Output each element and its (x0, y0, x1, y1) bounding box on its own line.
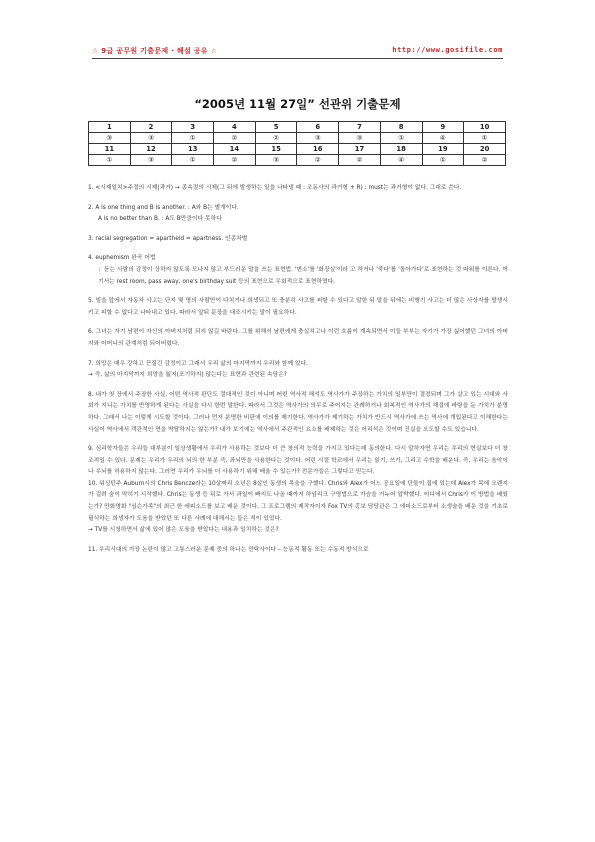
answer-cell: ④ (380, 155, 422, 166)
header-url[interactable]: http://www.gosifile.com (392, 46, 503, 54)
paragraph-line: 1. <시제일치>주절의 시제(과거) → 종속절의 시제(그 뒤에 발생하는 일을 나타낼 때 : 조동사의 과거형 + R) : must는 과거형이 없다. 그대로 쓴다. (88, 185, 462, 191)
answer-cell: ③ (339, 133, 381, 144)
paragraph-line: 3. racial segregation = apartheid = apartness. 인종차별 (88, 235, 248, 242)
question-number-cell: 11 (89, 144, 131, 155)
question-paragraph (88, 203, 508, 226)
answer-number-row (89, 122, 506, 133)
question-number-cell: 6 (297, 122, 339, 133)
paragraph-line: → TV를 시청하면서 삶에 있어 많은 도움을 받았다는 내용과 일치하는 것은? (88, 527, 279, 534)
answer-cell: ① (464, 133, 506, 144)
question-number-cell: 19 (422, 144, 464, 155)
question-number-cell: 20 (464, 144, 506, 155)
answer-cell: ③ (130, 133, 172, 144)
question-number-cell: 14 (214, 144, 256, 155)
answer-cell: ① (172, 133, 214, 144)
paragraph-line: A is no better than B. : A도 B만큼이다 못하다 (98, 216, 222, 223)
page-header (92, 46, 503, 60)
answer-choice-row (89, 133, 506, 144)
answer-cell: ③ (255, 155, 297, 166)
question-paragraph (88, 444, 508, 537)
question-number-cell: 4 (214, 122, 256, 133)
question-paragraph (88, 234, 508, 246)
paragraph-line: ：듣는 사람의 감정이 상하지 않도록 모나지 않고 부드러운 말을 쓰는 표현법. '변소'를 '화장실'이라 고 하거나 '죽다'를 '돌아가다'로 표현하는 것 따위를 이른다. 여기서는 rest room, pass away, one's birthday suit 등의 표현으로 우회적으로 표현하였다. (98, 266, 508, 285)
answer-cell: ② (339, 155, 381, 166)
header-left-text: ☆ 9급 공무원 기출문제 · 해설 공유 ☆ (92, 47, 218, 55)
answer-cell: ② (214, 133, 256, 144)
answer-cell: ① (89, 155, 131, 166)
paragraph-line: 9. 심리학자들은 우리들 대부분이 일상생활에서 우리가 사용하는 것보다 더 큰 창의적 능력을 가지고 있다는데 동의한다. 다시 말하자면 우리는 우리의 현실보다 더 창조적일 수 있다. 문제는 우리가 우리의 뇌의 한 부분 즉, 좌뇌만을 사용한다는 것이다. 어린 시절 학교에서 우리는 읽기, 쓰기, 그리고 수학을 배운다. 즉, 우리는 음악이나 우뇌를 허용하지 않는다. 그러면 우리가 우뇌를 더 사용하기 위해 배울 수 있는가? 전문가들은 그렇다고 믿는다. (88, 446, 508, 476)
question-number-cell: 1 (89, 122, 131, 133)
question-number-cell: 2 (130, 122, 172, 133)
question-number-cell: 16 (297, 144, 339, 155)
question-paragraph (88, 296, 508, 319)
question-number-cell: 18 (380, 144, 422, 155)
answer-table (88, 121, 506, 166)
paragraph-line: 10. 워싱턴주 Auburn시의 Chris Bencze라는 10살짜리 소년은 8살인 동생의 목숨을 구했다. Chris와 Alex가 어느 공요일에 단둘이 집에 있는데 Alex가 목에 오렌지가 걸려 숨이 막히기 시작했다. Chris는 동생 등 뒤로 가서 과일이 빠지도 나올 때까지 하임리크 구명법으로 가슴을 거누어 압박했다. 어디에서 Chris가 이 방법을 배웠는가? 만화영화 "심슨가족"의 최근 한 에피소드를 보고 배운 것이다. 그 프로그램의 제작자이자 Fox TV의 홍보 담당관은 그 에피소드로부터 소생술을 배운 것을 기초로 필식하는 희생자가 도움을 받았던 또 다른 사례에 대해서는 들은 적이 있었다. (88, 480, 508, 522)
answer-cell: ② (214, 155, 256, 166)
paragraph-line: 8. 내가 첫 장에서 주장한 사실, 어떤 역사적 판단도 절대적인 것이 아니며 어떤 역사적 해석도 역사가가 주장하는 가치의 일부만이 결정되며 그가 살고 있는 시대와 사회가 지니는 가치를 반영하게 된다는 사실을 다시 한번 말한다. 따라서 그것은 역사가의 의무로 주어지는 관례하거나 회복적인 역사가의 해설에 바탕을 둔 가치가 분명하다. 그래서 나는 이렇게 시도할 것이다. 그러나 먼저 분명한 비판에 이의를 제기한다. 역사가가 제기하는 가치가 반드시 역사가에 쓰는 역사에 개입된다고 이해한다는 사실이 역사에서 객관적인 면을 박탈하지는 않는가? 내가 보기에는 역사에서 주관적인 요소를 배제하는 것은 어리석은 것이며 진실을 오도할 수도 있습니다. (88, 391, 508, 433)
paragraph-line: 4. euphemism 완곡 어법 (88, 255, 156, 262)
paragraph-line: 7. 희망은 매우 강하고 끈질긴 감정이고 그래서 우리 삶의 마지막까지 우리와 함께 있다. (88, 360, 308, 367)
question-paragraph (88, 253, 508, 288)
question-paragraph (88, 359, 508, 382)
answer-cell: ① (380, 133, 422, 144)
question-number-cell: 17 (339, 144, 381, 155)
answer-cell: ② (255, 133, 297, 144)
question-paragraph (88, 327, 508, 350)
answer-cell: ② (297, 155, 339, 166)
question-number-cell: 5 (255, 122, 297, 133)
paragraph-line: 11. 우리시대의 가장 논란이 많고 고통스러운 문제 중의 하나는 만탁사이다 – 능동적 활동 또는 수동적 방식으로 (88, 546, 369, 553)
answer-cell: ③ (130, 155, 172, 166)
question-number-cell: 7 (339, 122, 381, 133)
question-paragraph (88, 183, 508, 195)
question-paragraph (88, 390, 508, 436)
paragraph-line: 2. A is one thing and B is another. : A와 B는 별개이다. (88, 204, 239, 211)
paragraph-line: 6. 그녀는 자기 남편이 자신의 아버지처럼 되지 않길 바란다. 그를 위해서 남편에게 충실치고나 이런 흐름이 계속되면서 이들 부부는 자기가 가장 싫어했던 그녀의 아버지와 어머니의 관계처럼 되어버렸다. (88, 329, 508, 347)
document-body (88, 183, 508, 564)
question-number-cell: 15 (255, 144, 297, 155)
question-number-cell: 9 (422, 122, 464, 133)
question-paragraph (88, 545, 508, 557)
answer-number-row (89, 144, 506, 155)
header-rule (92, 58, 503, 59)
document-title: “2005년 11월 27일” 선관위 기출문제 (194, 97, 401, 111)
question-number-cell: 8 (380, 122, 422, 133)
question-number-cell: 13 (172, 144, 214, 155)
question-number-cell: 12 (130, 144, 172, 155)
question-number-cell: 10 (464, 122, 506, 133)
answer-cell: ② (464, 155, 506, 166)
paragraph-line: → 즉, 삶의 마지막까지 희망을 잃지(포기하지) 않는다는 표현과 관련된 속담은? (88, 372, 287, 379)
paragraph-line: 5. 빌을 앞에서 자동차 사고는 단지 몇 명의 사람만이 다치거나 희생되고 또 충분히 사고를 피할 수 있다고 말한 뒤 말을 뒤에는 비행기 사고는 더 많은 사상자를 발생시키고 피할 수 없다고 나타내고 있다. 따라서 앞뒤 문장을 대조시키는 말이 필요하다. (88, 298, 508, 316)
answer-cell: ③ (297, 133, 339, 144)
answer-cell: ① (422, 155, 464, 166)
answer-choice-row (89, 155, 506, 166)
answer-cell: ④ (422, 133, 464, 144)
answer-cell: ① (172, 155, 214, 166)
question-number-cell: 3 (172, 122, 214, 133)
answer-cell: ③ (89, 133, 131, 144)
